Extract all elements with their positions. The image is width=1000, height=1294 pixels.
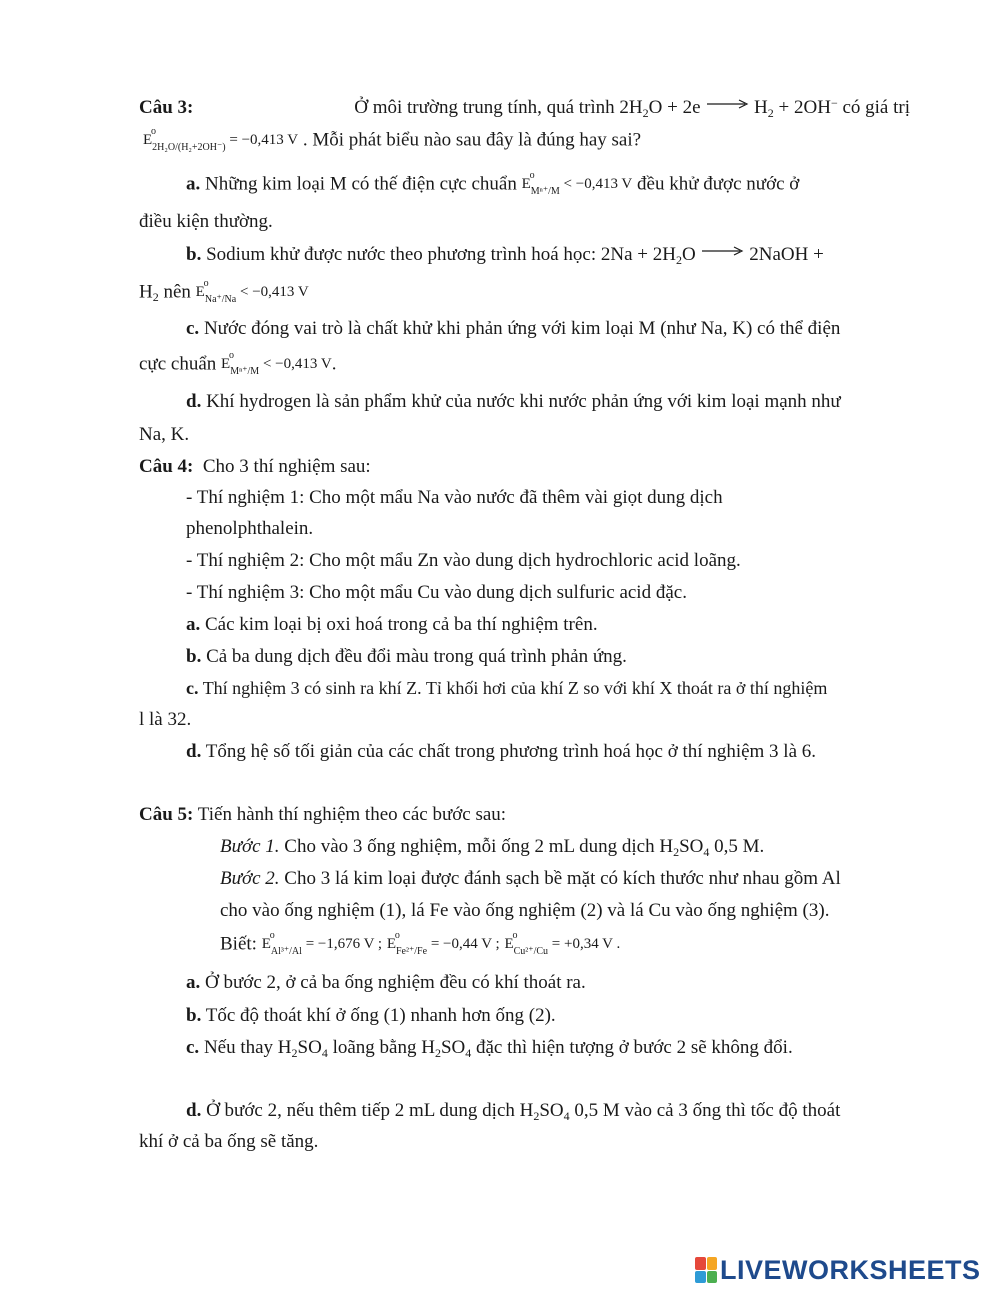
- q4-exp1-cont: phenolphthalein.: [186, 518, 314, 539]
- reaction-arrow-icon: [700, 246, 744, 256]
- q3-a: a. Những kim loại M có thế điện cực chuẩn E o $_{M^{n+}/M}$ < −0,413 V đều khử được nước ở: [186, 170, 800, 197]
- q3-d-cont: Na, K.: [139, 424, 190, 445]
- q3-b: b. Sodium khử được nước theo phương trình hoá học: $2Na + 2H_2O$ 2NaOH +: [186, 244, 824, 267]
- q5-d: d. Ở bước 2, nếu thêm tiếp 2 mL dung dịch $H_2SO_4$ 0,5 M vào cả 3 ống thì tốc độ thoát: [186, 1100, 841, 1123]
- q5-d-cont: khí ở cả ba ống sẽ tăng.: [139, 1131, 319, 1152]
- q3-d: d. Khí hydrogen là sản phẩm khử của nước khi nước phản ứng với kim loại mạnh như: [186, 391, 841, 412]
- q4-intro: Câu 4: Cho 3 thí nghiệm sau:: [139, 456, 371, 477]
- q5-step1: Bước 1. Cho vào 3 ống nghiệm, mỗi ống 2 mL dung dịch $H_2SO_4$ 0,5 M.: [220, 836, 765, 859]
- q5-intro: Câu 5: Tiến hành thí nghiệm theo các bước sau:: [139, 804, 507, 825]
- q3-label: Câu 3:: [139, 97, 194, 118]
- q3-b-cont: $H_2$ nên E o $_{Na^+/Na}$ < −0,413 V: [139, 278, 309, 305]
- logo-text: LIVEWORKSHEETS: [720, 1254, 981, 1285]
- q5-c: c. Nếu thay $H_2SO_4$ loãng bằng $H_2SO_4$ đặc thì hiện tượng ở bước 2 sẽ không đổi.: [186, 1037, 793, 1060]
- q4-c-cont: l là 32.: [139, 709, 192, 730]
- q3-c-cont: cực chuẩn E o $_{M^{n+}/M}$ < −0,413 V.: [139, 350, 337, 377]
- q4-d: d. Tổng hệ số tối giản của các chất trong phương trình hoá học ở thí nghiệm 3 là 6.: [186, 741, 817, 762]
- q3-a-cont: điều kiện thường.: [139, 211, 273, 232]
- q4-b: b. Cả ba dung dịch đều đổi màu trong quá trình phản ứng.: [186, 646, 627, 667]
- q5-a: a. Ở bước 2, ở cả ba ống nghiệm đều có khí thoát ra.: [186, 972, 586, 993]
- q5-step2: Bước 2. Cho 3 lá kim loại được đánh sạch bề mặt có kích thước như nhau gồm Al: [220, 868, 841, 889]
- q5-step2-cont: cho vào ống nghiệm (1), lá Fe vào ống nghiệm (2) và lá Cu vào ống nghiệm (3).: [220, 900, 830, 921]
- q4-exp3: - Thí nghiệm 3: Cho một mẩu Cu vào dung dịch sulfuric acid đặc.: [186, 582, 687, 603]
- q5-b: b. Tốc độ thoát khí ở ống (1) nhanh hơn ống (2).: [186, 1005, 556, 1026]
- q3-intro-formula: Ở môi trường trung tính, quá trình $2H_2O + 2e$ $H_2 + 2OH^-$ có giá trị: [354, 96, 910, 120]
- logo-icon: [695, 1257, 717, 1283]
- q3-potential-formula: E o $_{2H_2O/(H_2+2OH^-)}$ = −0,413 V: [143, 126, 299, 153]
- q4-exp1: - Thí nghiệm 1: Cho một mẩu Na vào nước đã thêm vài giọt dung dịch: [186, 487, 723, 508]
- reaction-arrow-icon: [705, 99, 749, 109]
- q3-c: c. Nước đóng vai trò là chất khử khi phản ứng với kim loại M (như Na, K) có thể điện: [186, 318, 841, 339]
- q4-a: a. Các kim loại bị oxi hoá trong cả ba thí nghiệm trên.: [186, 614, 598, 635]
- q3-eq-line: E o $_{2H_2O/(H_2+2OH^-)}$ = −0,413 V . Mỗi phát biểu nào sau đây là đúng hay sai?: [143, 126, 642, 153]
- q4-exp2: - Thí nghiệm 2: Cho một mẩu Zn vào dung dịch hydrochloric acid loãng.: [186, 550, 741, 571]
- liveworksheets-logo: [695, 1255, 981, 1285]
- q4-c: c. Thí nghiệm 3 có sinh ra khí Z. Tỉ khối hơi của khí Z so với khí X thoát ra ở thí nghiệm: [186, 678, 828, 698]
- q5-known: Biết: E o $_{Al^{3+}/Al}$ = −1,676 V ; E o $_{Fe^{2+}/Fe}$ = −0,44 V ; E o $_{Cu^{2+}/Cu}$ = +0,34 V .: [220, 930, 621, 957]
